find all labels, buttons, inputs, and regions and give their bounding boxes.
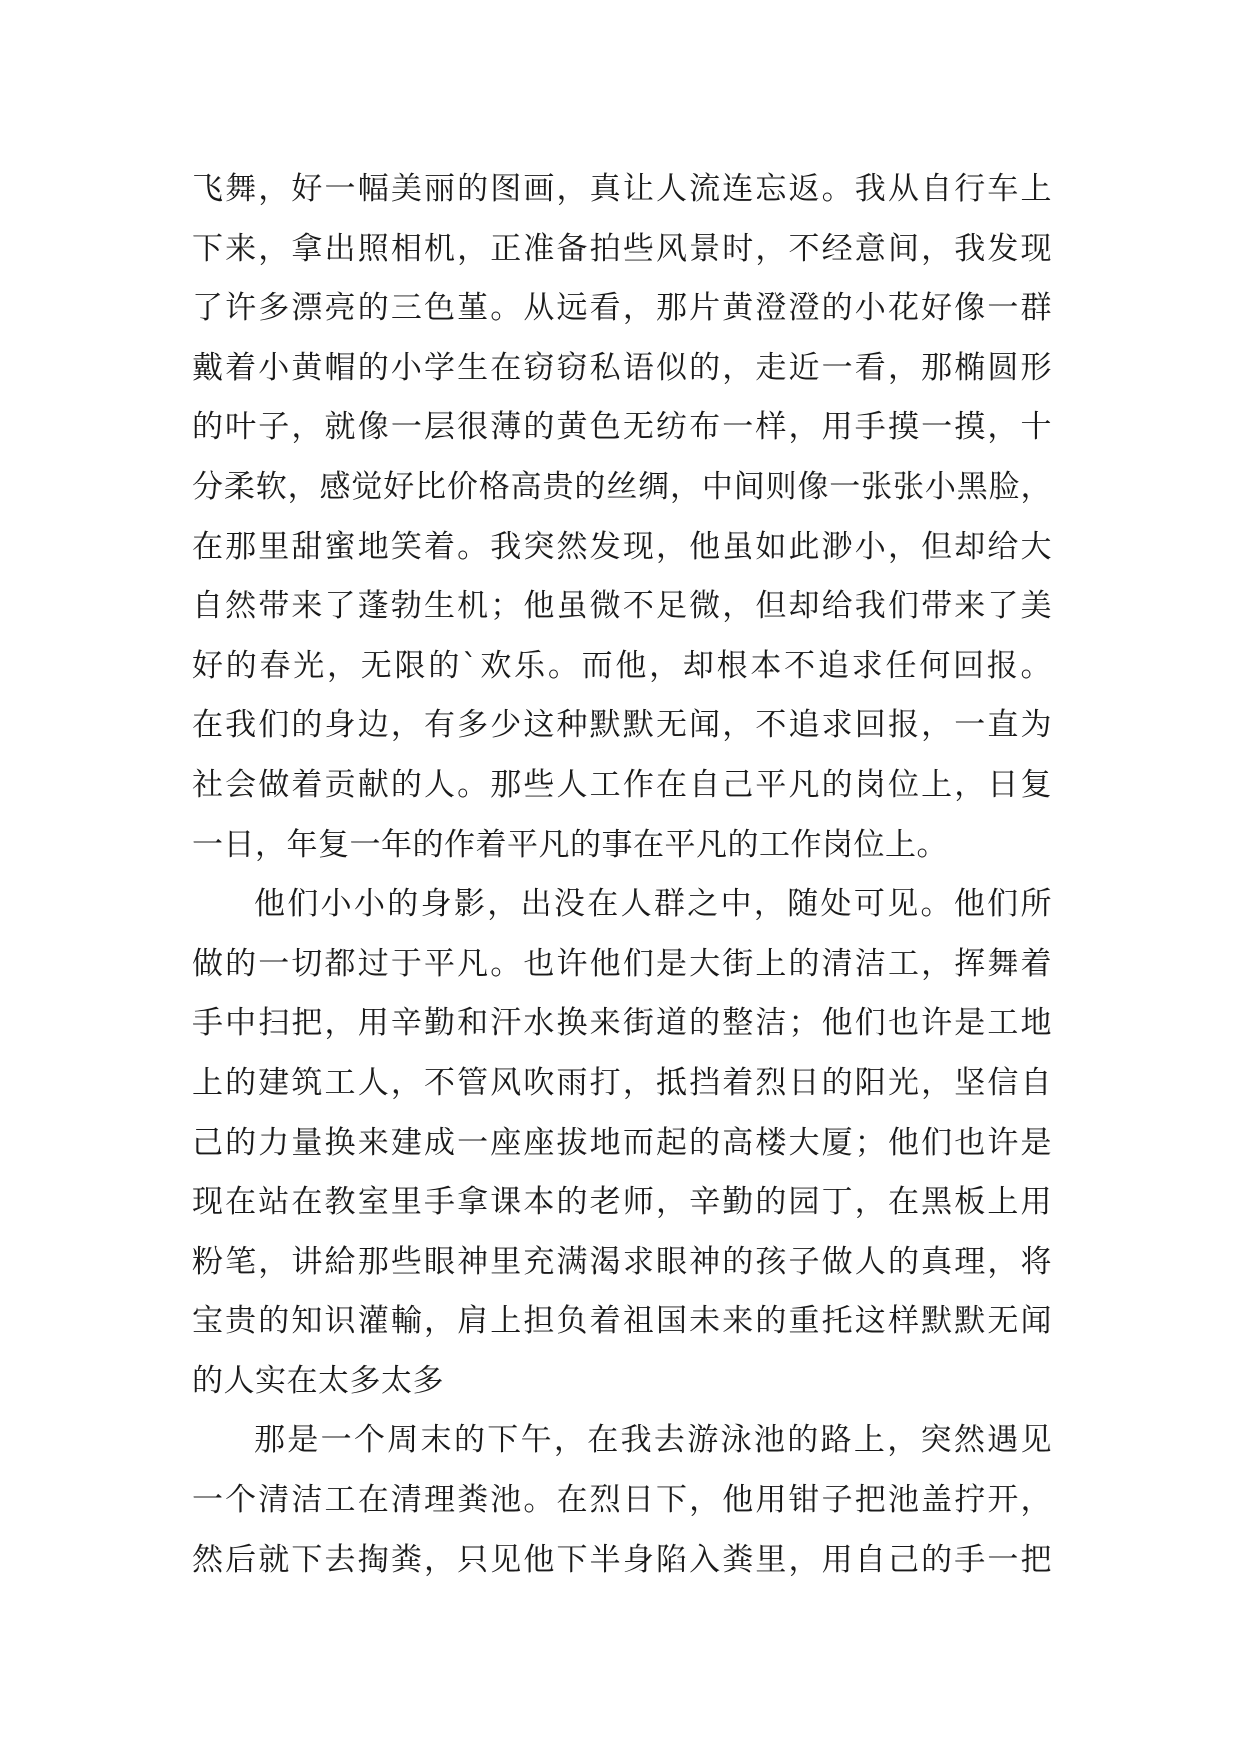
text-line: 下来，拿出照相机，正准备拍些风景时，不经意间，我发现 <box>192 230 1052 267</box>
text-line: 在那里甜蜜地笑着。我突然发现，他虽如此渺小，但却给大 <box>192 528 1052 565</box>
text-line: 了许多漂亮的三色堇。从远看，那片黄澄澄的小花好像一群 <box>192 290 1052 327</box>
text-line: 粉笔，讲給那些眼神里充满渴求眼神的孩子做人的真理，将 <box>192 1243 1052 1280</box>
text-line: 那是一个周末的下午，在我去游泳池的路上，突然遇见 <box>254 1422 1052 1459</box>
text-line: 飞舞，好一幅美丽的图画，真让人流连忘返。我从自行车上 <box>192 171 1052 207</box>
text-line: 己的力量换来建成一座座拔地而起的高楼大厦；他们也许是 <box>192 1124 1052 1161</box>
text-line: 宝贵的知识灌輸，肩上担负着祖国未来的重托这样默默无闻 <box>192 1303 1052 1340</box>
text-line: 社会做着贡献的人。那些人工作在自己平凡的岗位上，日复 <box>192 766 1052 803</box>
text-line: 的人实在太多太多 <box>192 1362 444 1399</box>
text-line: 他们小小的身影，出没在人群之中，随处可见。他们所 <box>254 886 1052 923</box>
text-line: 一日，年复一年的作着平凡的事在平凡的工作岗位上。 <box>192 826 948 863</box>
text-line: 然后就下去掏粪，只见他下半身陷入粪里，用自己的手一把 <box>192 1541 1052 1578</box>
text-line: 在我们的身边，有多少这种默默无闻，不追求回报，一直为 <box>192 707 1052 744</box>
body-text <box>192 160 1052 1590</box>
text-line: 好的春光，无限的`欢乐。而他，却根本不追求任何回报。 <box>192 647 1052 684</box>
text-line: 现在站在教室里手拿课本的老师，辛勤的园丁，在黑板上用 <box>192 1184 1052 1221</box>
text-line: 手中扫把，用辛勤和汗水换来街道的整洁；他们也许是工地 <box>192 1005 1052 1042</box>
text-line: 做的一切都过于平凡。也许他们是大街上的清洁工，挥舞着 <box>192 945 1052 982</box>
text-line: 的叶子，就像一层很薄的黄色无纺布一样，用手摸一摸，十 <box>192 409 1052 446</box>
text-line: 分柔软，感觉好比价格高贵的丝绸，中间则像一张张小黑脸， <box>192 468 1052 505</box>
text-line: 一个清洁工在清理粪池。在烈日下，他用钳子把池盖拧开， <box>192 1482 1052 1519</box>
text-line: 戴着小黄帽的小学生在窃窃私语似的，走近一看，那椭圆形 <box>192 349 1052 386</box>
text-line: 自然带来了蓬勃生机；他虽微不足微，但却给我们带来了美 <box>192 588 1052 625</box>
text-line: 上的建筑工人，不管风吹雨打，抵挡着烈日的阳光，坚信自 <box>192 1064 1052 1101</box>
